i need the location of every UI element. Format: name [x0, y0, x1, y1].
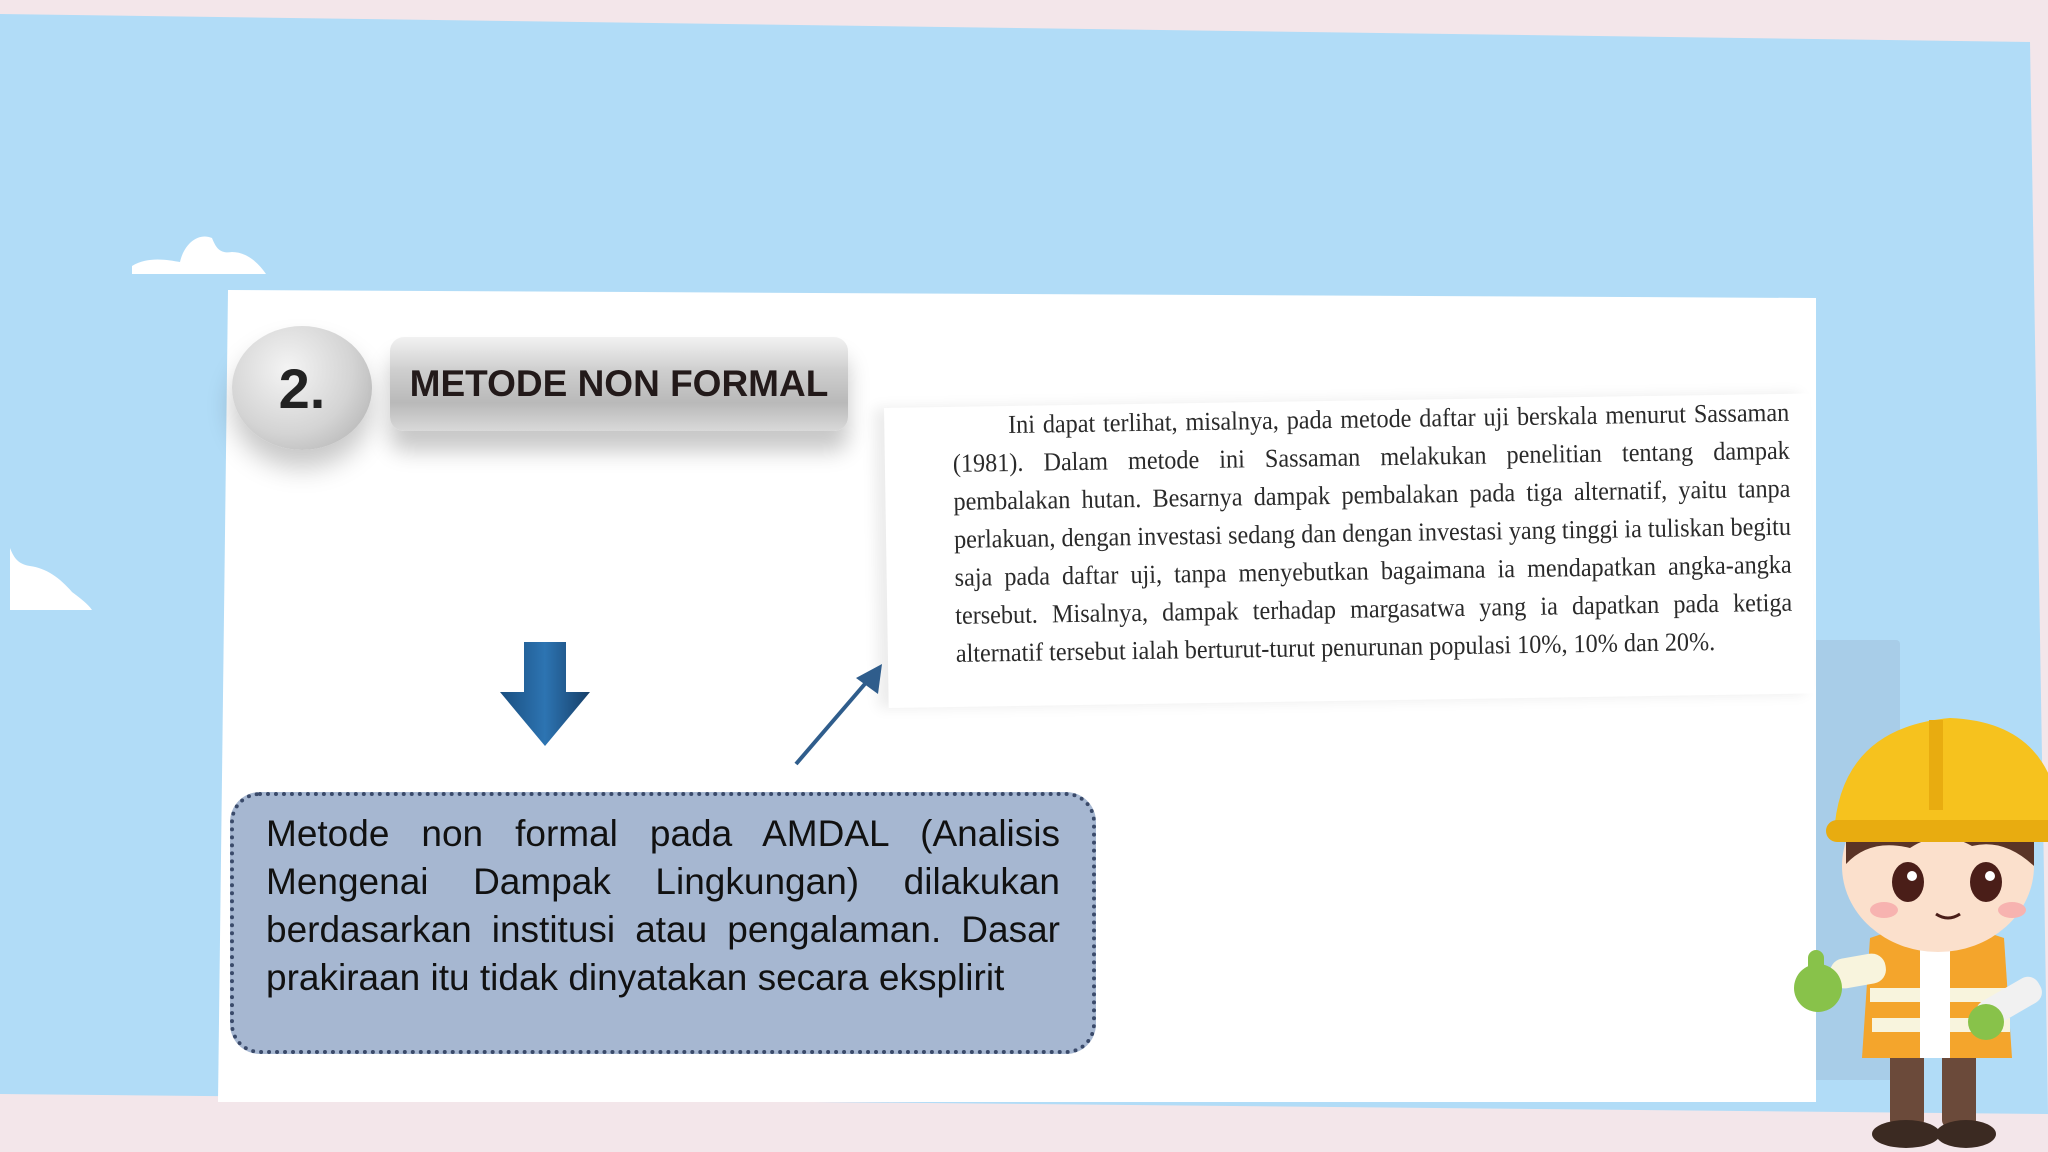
down-arrow-icon [496, 640, 594, 752]
construction-worker-icon [1760, 688, 2048, 1152]
cloud-icon [0, 548, 96, 614]
description-box: Metode non formal pada AMDAL (Analisis Mengenai Dampak Lingkungan) dilakukan berdasarkan institusi atau pengalaman. Dasar prakiraan itu tidak dinyatakan secara eksplirit [230, 792, 1096, 1054]
section-number-badge: 2. [232, 326, 372, 450]
cloud-icon [128, 226, 268, 282]
excerpt-text: Ini dapat terlihat, misalnya, pada metode daftar uji berskala menurut Sassaman (1981). Dalam metode ini Sassaman melakukan penelitian tentang dampak pembalakan hutan. Besarnya dampak pembalakan pada tiga alternatif, yaitu tanpa perlakuan, dengan investasi sedang dan dengan investasi yang tinggi ia tuliskan begitu saja pada daftar uji, tanpa menyebutkan bagaimana ia mendapatkan angka-angka tersebut. Misalnya, dampak terhadap margasatwa yang ia dapatkan pada ketiga alternatif tersebut ialah berturut-turut penurunan populasi 10%, 10% dan 20%. [952, 397, 1793, 668]
section-title: METODE NON FORMAL [390, 337, 848, 431]
pointer-arrow-icon [790, 660, 890, 770]
excerpt-image [884, 393, 1815, 708]
